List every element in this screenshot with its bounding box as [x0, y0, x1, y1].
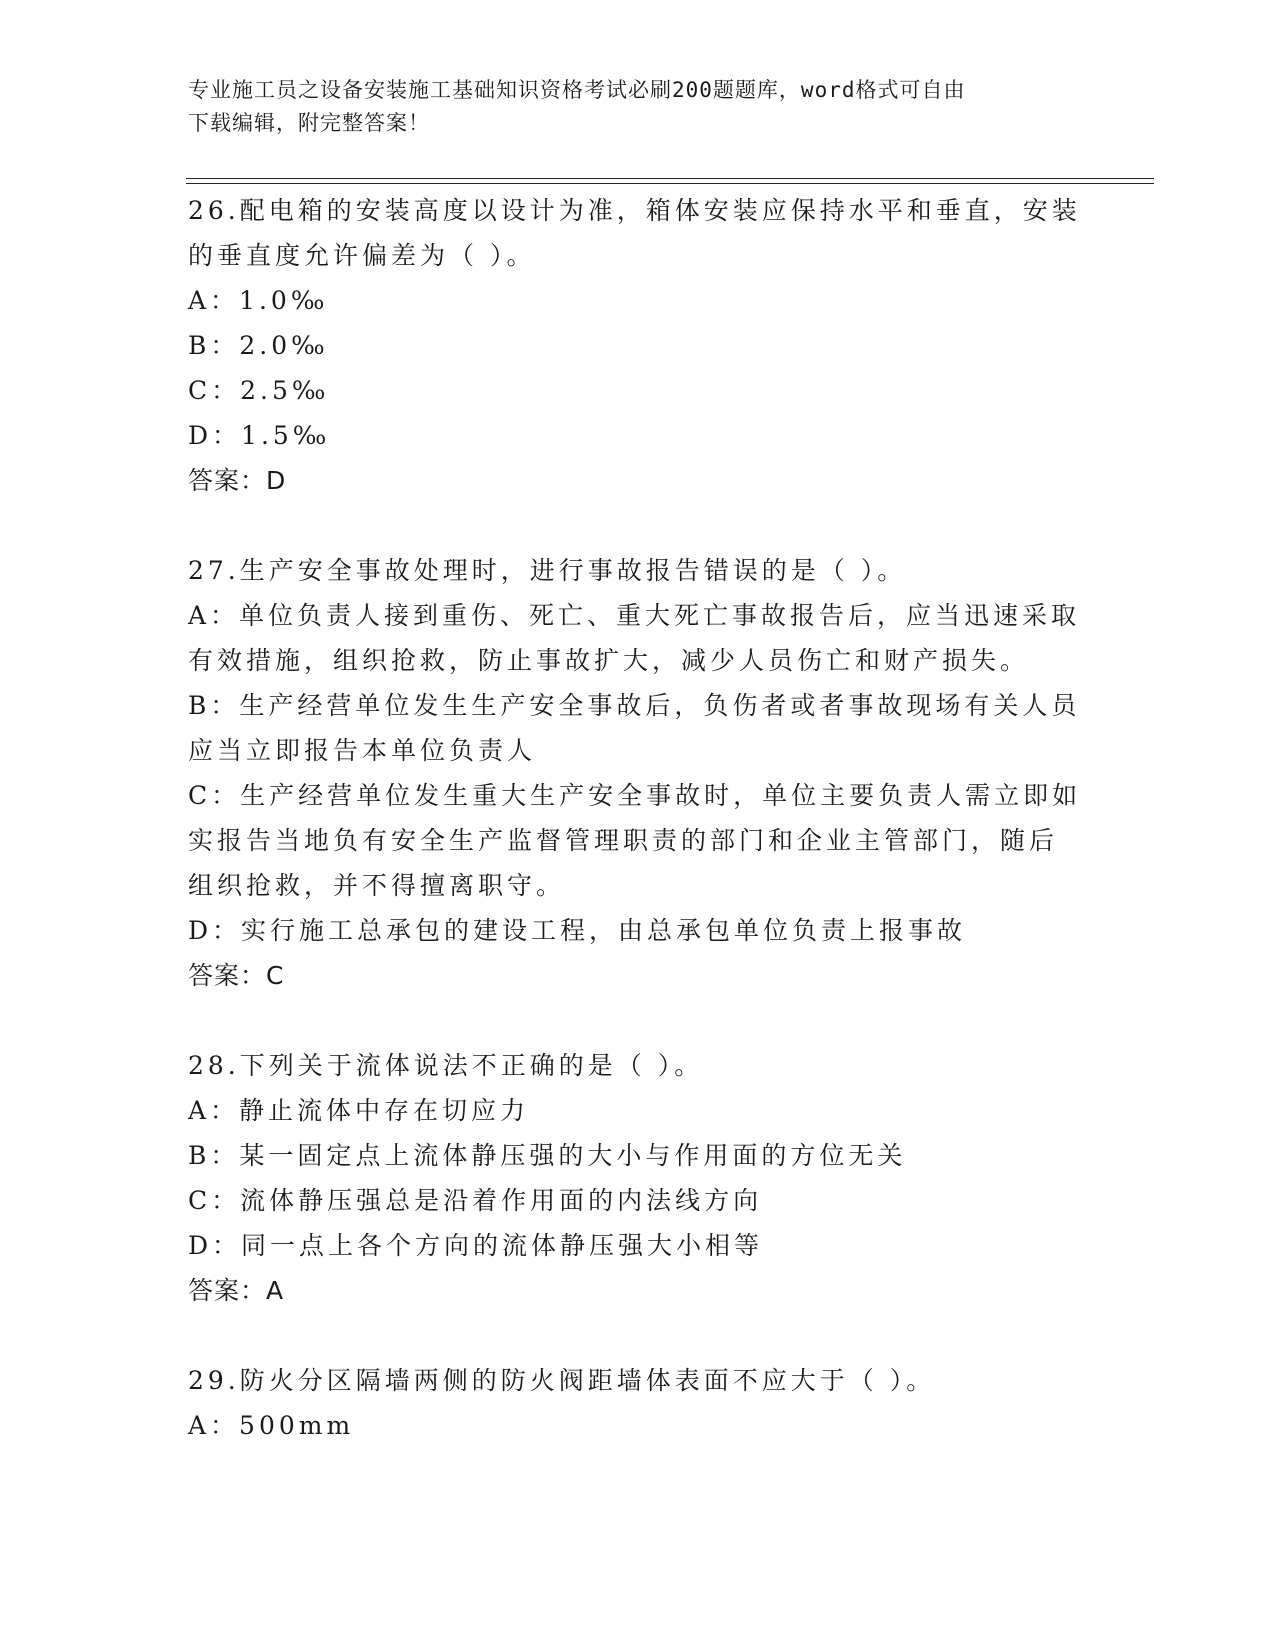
question-stem-line: 26.配电箱的安装高度以设计为准，箱体安装应保持水平和垂直，安装	[188, 196, 1081, 225]
question-stem-line: 29.防火分区隔墙两侧的防火阀距墙体表面不应大于（ ）。	[188, 1366, 936, 1395]
question-spacer	[188, 1313, 1088, 1358]
header-divider-bottom	[186, 183, 1154, 184]
question-stem-line: 的垂直度允许偏差为（ ）。	[188, 241, 536, 270]
option-line: C：生产经营单位发生重大生产安全事故时，单位主要负责人需立即如	[188, 781, 1082, 810]
question-block	[188, 1043, 1088, 1358]
answer-line: 答案：D	[188, 466, 287, 495]
answer-line: 答案：C	[188, 961, 285, 990]
question-block	[188, 188, 1088, 548]
question-block	[188, 1358, 1088, 1448]
question-spacer	[188, 998, 1088, 1043]
question-stem-line: 28.下列关于流体说法不正确的是（ ）。	[188, 1051, 704, 1080]
header-line-1: 专业施工员之设备安装施工基础知识资格考试必刷200题题库，word格式可自由	[188, 78, 966, 102]
document-header	[188, 74, 1078, 140]
option-line: A：静止流体中存在切应力	[188, 1096, 530, 1125]
option-line: A：500mm	[188, 1411, 355, 1440]
option-line: D：同一点上各个方向的流体静压强大小相等	[188, 1231, 764, 1260]
option-line: 实报告当地负有安全生产监督管理职责的部门和企业主管部门，随后	[188, 826, 1059, 855]
option-line: D：1.5‰	[188, 421, 331, 450]
option-line: 组织抢救，并不得擅离职守。	[188, 871, 566, 900]
question-stem-line: 27.生产安全事故处理时，进行事故报告错误的是（ ）。	[188, 556, 907, 585]
option-line: A：1.0‰	[188, 286, 329, 315]
option-line: 应当立即报告本单位负责人	[188, 736, 537, 765]
option-line: C：流体静压强总是沿着作用面的内法线方向	[188, 1186, 763, 1215]
option-line: B：某一固定点上流体静压强的大小与作用面的方位无关	[188, 1141, 907, 1170]
option-line: B：2.0‰	[188, 331, 329, 360]
header-line-2: 下载编辑，附完整答案！	[188, 111, 430, 135]
option-line: B：生产经营单位发生生产安全事故后，负伤者或者事故现场有关人员	[188, 691, 1081, 720]
option-line: C：2.5‰	[188, 376, 330, 405]
header-divider-top	[186, 178, 1154, 179]
question-block	[188, 548, 1088, 1043]
question-spacer	[188, 503, 1088, 548]
option-line: D：实行施工总承包的建设工程，由总承包单位负责上报事故	[188, 916, 967, 945]
question-list	[188, 188, 1088, 1448]
option-line: A：单位负责人接到重伤、死亡、重大死亡事故报告后，应当迅速采取	[188, 601, 1081, 630]
option-line: 有效措施，组织抢救，防止事故扩大，减少人员伤亡和财产损失。	[188, 646, 1030, 675]
answer-line: 答案：A	[188, 1276, 285, 1305]
